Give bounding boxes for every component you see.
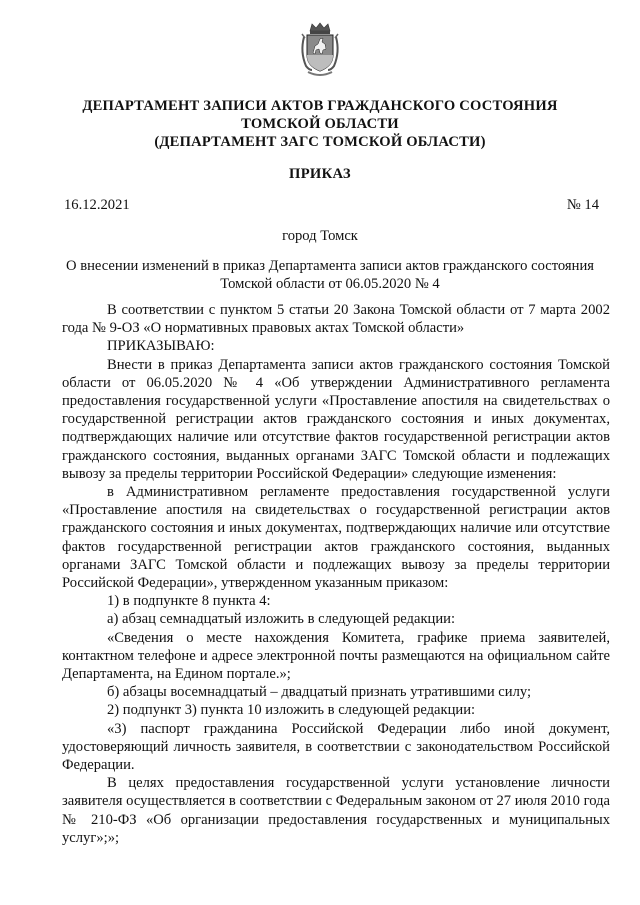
paragraph-amend-order: Внести в приказ Департамента записи актов гражданского состояния Томской области от 06.05.2020 № 4 «Об утверждении Административного регламента предоставления государственной услуги «Проставление апостиля на свидетельствах о государственной регистрации актов гражданского состояния и иных документах, подтверждающих наличие или отсутствие фактов государственной регистрации актов гражданского состояния, выданных органами ЗАГС Томской области и подлежащих вывозу за пределы территории Российской Федерации» следующие изменения: xyxy=(62,356,610,482)
document-body xyxy=(62,301,610,847)
org-line-3: (ДЕПАРТАМЕНТ ЗАГС ТОМСКОЙ ОБЛАСТИ) xyxy=(154,134,486,150)
document-type: ПРИКАЗ xyxy=(289,166,351,182)
document-subject xyxy=(55,257,605,293)
paragraph-item-1a: а) абзац семнадцатый изложить в следующей редакции: xyxy=(107,611,456,628)
paragraph-item-1b: б) абзацы восемнадцатый – двадцатый признать утратившими силу; xyxy=(107,684,532,701)
org-line-2: ТОМСКОЙ ОБЛАСТИ xyxy=(241,116,399,132)
coat-of-arms-icon xyxy=(298,22,342,78)
paragraph-item-1a-text: «Сведения о месте нахождения Комитета, графике приема заявителей, контактном телефоне и адресе электронной почты размещаются на официальном сайте Департамента, на Едином портале.»; xyxy=(62,629,610,683)
paragraph-legal-basis: В соответствии с пунктом 5 статьи 20 Закона Томской области от 7 марта 2002 года № 9-ОЗ «О нормативных правовых актах Томской области» xyxy=(62,302,610,337)
paragraph-item-2: 2) подпункт 3) пункта 10 изложить в следующей редакции: xyxy=(107,702,476,719)
org-line-1: ДЕПАРТАМЕНТ ЗАПИСИ АКТОВ ГРАЖДАНСКОГО СОСТОЯНИЯ xyxy=(82,98,558,114)
paragraph-item-2-text: «3) паспорт гражданина Российской Федерации либо иной документ, удостоверяющий личность заявителя, в соответствии с законодательством Российской Федерации. xyxy=(62,720,610,774)
paragraph-order-word: ПРИКАЗЫВАЮ: xyxy=(107,338,215,355)
subject-line-2: Томской области от 06.05.2020 № 4 xyxy=(220,276,440,292)
city: город Томск xyxy=(282,228,358,244)
document-date: 16.12.2021 xyxy=(64,197,130,213)
paragraph-item-1: 1) в подпункте 8 пункта 4: xyxy=(107,593,271,610)
paragraph-identity: В целях предоставления государственной услуги установление личности заявителя осуществляется в соответствии с Федеральным законом от 27 июля 2010 года № 210-ФЗ «Об организации предоставления государственных и муниципальных услуг»;»; xyxy=(62,775,610,846)
document-number: № 14 xyxy=(566,197,599,213)
paragraph-regulation: в Административном регламенте предоставления государственной услуги «Проставление апостиля на свидетельствах о государственной регистрации актов гражданского состояния и иных документах, подтверждающих наличие или отсутствие фактов государственной регистрации актов гражданского состояния, выданных органами ЗАГС Томской области и подлежащих вывозу за пределы территории Российской Федерации», утвержденном указанным приказом: xyxy=(62,484,610,592)
organization-name xyxy=(40,97,600,151)
subject-line-1: О внесении изменений в приказ Департамента записи актов гражданского состояния xyxy=(66,258,594,274)
